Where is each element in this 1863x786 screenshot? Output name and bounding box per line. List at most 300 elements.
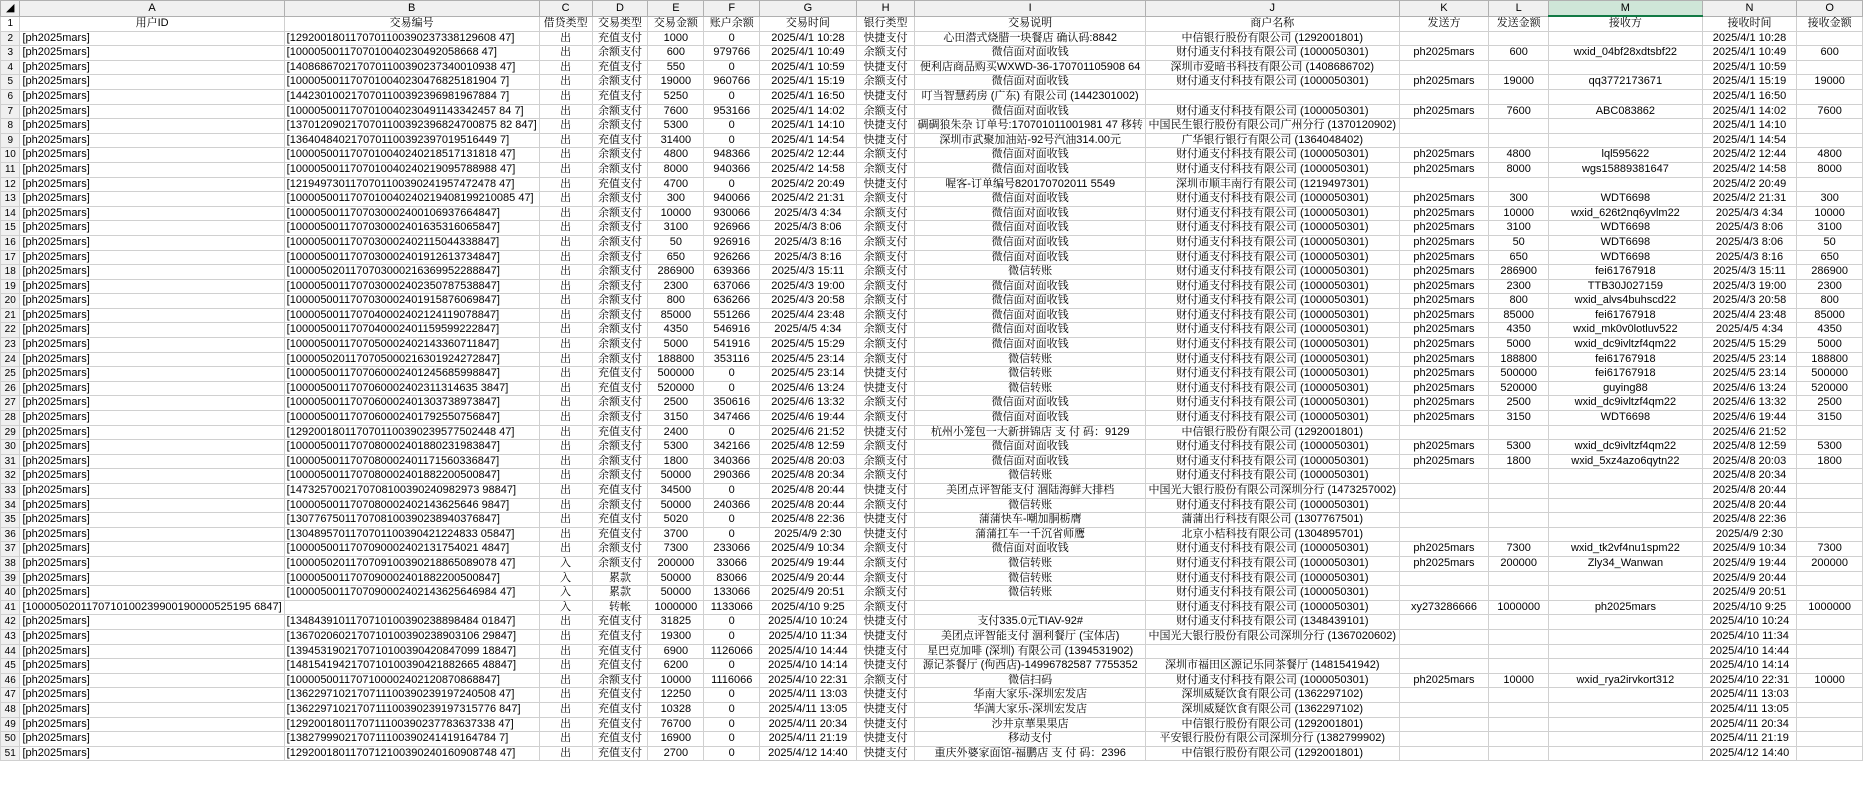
cell-h[interactable]: 快捷支付	[856, 527, 915, 542]
cell-n[interactable]: 2025/4/6 13:24	[1702, 381, 1797, 396]
cell-h[interactable]: 余额支付	[856, 206, 915, 221]
cell-n[interactable]: 2025/4/1 15:19	[1702, 75, 1797, 90]
cell-f[interactable]: 347466	[704, 411, 760, 426]
cell-c[interactable]: 出	[539, 498, 592, 513]
cell-l[interactable]: 2500	[1489, 396, 1549, 411]
cell-d[interactable]: 余额支付	[592, 279, 648, 294]
cell-l[interactable]	[1489, 586, 1549, 601]
cell-o[interactable]	[1797, 615, 1863, 630]
cell-o[interactable]	[1797, 586, 1863, 601]
cell-g[interactable]: 2025/4/2 21:31	[760, 192, 857, 207]
cell-m[interactable]	[1549, 484, 1703, 499]
row-number[interactable]: 24	[1, 352, 20, 367]
cell-h[interactable]: 余额支付	[856, 323, 915, 338]
cell-b[interactable]: [1000050011707030002400106937664847]	[284, 206, 539, 221]
cell-h[interactable]: 余额支付	[856, 250, 915, 265]
row-number[interactable]: 4	[1, 60, 20, 75]
cell-h[interactable]: 余额支付	[856, 498, 915, 513]
cell-d[interactable]: 余额支付	[592, 352, 648, 367]
cell-e[interactable]: 188800	[648, 352, 704, 367]
cell-n[interactable]: 2025/4/1 14:54	[1702, 133, 1797, 148]
cell-c[interactable]: 出	[539, 702, 592, 717]
cell-d[interactable]: 累款	[592, 571, 648, 586]
cell-c[interactable]: 出	[539, 148, 592, 163]
cell-n[interactable]: 2025/4/3 15:11	[1702, 265, 1797, 280]
cell-o[interactable]	[1797, 484, 1863, 499]
table-row[interactable]	[1, 702, 1863, 717]
cell-n[interactable]: 2025/4/11 20:34	[1702, 717, 1797, 732]
cell-g[interactable]: 2025/4/6 13:24	[760, 381, 857, 396]
cell-f[interactable]: 960766	[704, 75, 760, 90]
cell-j[interactable]: 深圳市爱暗书科技有限公司 (1408686702)	[1145, 60, 1399, 75]
cell-m[interactable]: WDT6698	[1549, 235, 1703, 250]
cell-n[interactable]: 2025/4/3 4:34	[1702, 206, 1797, 221]
cell-g[interactable]: 2025/4/10 14:14	[760, 659, 857, 674]
cell-l[interactable]: 800	[1489, 294, 1549, 309]
cell-b[interactable]: [1000050011707090002402143625646984 47]	[284, 586, 539, 601]
cell-k[interactable]: ph2025mars	[1399, 250, 1489, 265]
cell-n[interactable]: 2025/4/2 14:58	[1702, 162, 1797, 177]
header-cell[interactable]: 银行类型	[856, 16, 915, 31]
table-row[interactable]	[1, 615, 1863, 630]
cell-c[interactable]: 出	[539, 440, 592, 455]
cell-l[interactable]: 600	[1489, 46, 1549, 61]
cell-o[interactable]: 8000	[1797, 162, 1863, 177]
cell-o[interactable]: 800	[1797, 294, 1863, 309]
cell-f[interactable]: 926266	[704, 250, 760, 265]
cell-l[interactable]	[1489, 571, 1549, 586]
column-header-f[interactable]: F	[704, 1, 760, 17]
cell-l[interactable]	[1489, 89, 1549, 104]
cell-h[interactable]: 余额支付	[856, 279, 915, 294]
row-number[interactable]: 40	[1, 586, 20, 601]
cell-l[interactable]	[1489, 513, 1549, 528]
cell-g[interactable]: 2025/4/5 4:34	[760, 323, 857, 338]
cell-j[interactable]: 中信银行股份有限公司 (1292001801)	[1145, 31, 1399, 46]
cell-m[interactable]	[1549, 425, 1703, 440]
table-row[interactable]	[1, 746, 1863, 761]
cell-j[interactable]: 深圳市福田区源记乐同茶餐厅 (1481541942)	[1145, 659, 1399, 674]
cell-e[interactable]: 2400	[648, 425, 704, 440]
row-number[interactable]: 14	[1, 206, 20, 221]
cell-k[interactable]: ph2025mars	[1399, 279, 1489, 294]
cell-g[interactable]: 2025/4/11 21:19	[760, 732, 857, 747]
column-header-g[interactable]: G	[760, 1, 857, 17]
cell-a[interactable]: [ph2025mars]	[20, 250, 284, 265]
cell-a[interactable]: [ph2025mars]	[20, 411, 284, 426]
cell-n[interactable]: 2025/4/4 23:48	[1702, 308, 1797, 323]
table-row[interactable]	[1, 484, 1863, 499]
cell-d[interactable]: 充值支付	[592, 513, 648, 528]
cell-i[interactable]	[915, 600, 1145, 615]
cell-a[interactable]: [ph2025mars]	[20, 367, 284, 382]
cell-j[interactable]	[1145, 89, 1399, 104]
cell-i[interactable]: 微信面对面收钱	[915, 411, 1145, 426]
cell-n[interactable]: 2025/4/1 14:02	[1702, 104, 1797, 119]
cell-k[interactable]: ph2025mars	[1399, 367, 1489, 382]
cell-c[interactable]: 出	[539, 542, 592, 557]
cell-i[interactable]: 微信面对面收钱	[915, 440, 1145, 455]
cell-b[interactable]: [1000050011707060002401303738973847]	[284, 396, 539, 411]
cell-k[interactable]	[1399, 717, 1489, 732]
cell-k[interactable]	[1399, 469, 1489, 484]
cell-e[interactable]: 500000	[648, 367, 704, 382]
cell-d[interactable]: 充值支付	[592, 746, 648, 761]
cell-o[interactable]: 3100	[1797, 221, 1863, 236]
cell-i[interactable]: 微信面对面收钱	[915, 294, 1145, 309]
cell-m[interactable]	[1549, 527, 1703, 542]
cell-a[interactable]: [ph2025mars]	[20, 702, 284, 717]
table-row[interactable]	[1, 527, 1863, 542]
cell-d[interactable]: 转帐	[592, 600, 648, 615]
cell-m[interactable]	[1549, 688, 1703, 703]
cell-g[interactable]: 2025/4/8 20:34	[760, 469, 857, 484]
cell-b[interactable]: [1000050011707010040230476825181904 7]	[284, 75, 539, 90]
cell-a[interactable]: [ph2025mars]	[20, 484, 284, 499]
cell-g[interactable]: 2025/4/10 9:25	[760, 600, 857, 615]
cell-b[interactable]: [1000050011707050002402143360711847]	[284, 338, 539, 353]
row-number[interactable]: 9	[1, 133, 20, 148]
cell-k[interactable]	[1399, 119, 1489, 134]
row-number[interactable]: 23	[1, 338, 20, 353]
cell-d[interactable]: 余额支付	[592, 192, 648, 207]
cell-j[interactable]: 财付通支付科技有限公司 (1000050301)	[1145, 338, 1399, 353]
cell-c[interactable]: 出	[539, 162, 592, 177]
table-row[interactable]	[1, 31, 1863, 46]
cell-a[interactable]: [ph2025mars]	[20, 192, 284, 207]
cell-e[interactable]: 4800	[648, 148, 704, 163]
column-header-a[interactable]: A	[20, 1, 284, 17]
cell-n[interactable]: 2025/4/5 15:29	[1702, 338, 1797, 353]
cell-j[interactable]: 财付通支付科技有限公司 (1000050301)	[1145, 104, 1399, 119]
cell-d[interactable]: 余额支付	[592, 542, 648, 557]
cell-i[interactable]: 蒲蒲扛车一千沉省师鹰	[915, 527, 1145, 542]
cell-k[interactable]: ph2025mars	[1399, 454, 1489, 469]
cell-b[interactable]: [1481541942170710100390421882665 48847]	[284, 659, 539, 674]
cell-e[interactable]: 650	[648, 250, 704, 265]
cell-a[interactable]: [ph2025mars]	[20, 454, 284, 469]
cell-l[interactable]: 85000	[1489, 308, 1549, 323]
cell-b[interactable]: [1382799902170711100390241419164784 7]	[284, 732, 539, 747]
cell-a[interactable]: [ph2025mars]	[20, 206, 284, 221]
cell-k[interactable]	[1399, 498, 1489, 513]
cell-i[interactable]: 叮当智慧药房 (广东) 有限公司 (1442301002)	[915, 89, 1145, 104]
cell-j[interactable]: 财付通支付科技有限公司 (1000050301)	[1145, 571, 1399, 586]
cell-g[interactable]: 2025/4/1 10:28	[760, 31, 857, 46]
cell-l[interactable]	[1489, 133, 1549, 148]
cell-f[interactable]: 926966	[704, 221, 760, 236]
cell-m[interactable]: WDT6698	[1549, 192, 1703, 207]
table-row[interactable]	[1, 250, 1863, 265]
cell-k[interactable]	[1399, 89, 1489, 104]
cell-l[interactable]	[1489, 629, 1549, 644]
table-row[interactable]	[1, 235, 1863, 250]
cell-o[interactable]: 200000	[1797, 556, 1863, 571]
cell-k[interactable]: ph2025mars	[1399, 46, 1489, 61]
cell-f[interactable]: 0	[704, 615, 760, 630]
cell-d[interactable]: 充值支付	[592, 133, 648, 148]
row-number[interactable]: 16	[1, 235, 20, 250]
cell-a[interactable]: [ph2025mars]	[20, 586, 284, 601]
cell-a[interactable]: [ph2025mars]	[20, 221, 284, 236]
row-number[interactable]: 31	[1, 454, 20, 469]
cell-c[interactable]: 出	[539, 265, 592, 280]
cell-a[interactable]: [ph2025mars]	[20, 425, 284, 440]
header-cell[interactable]: 交易时间	[760, 16, 857, 31]
cell-j[interactable]: 中信银行股份有限公司 (1292001801)	[1145, 746, 1399, 761]
row-number[interactable]: 18	[1, 265, 20, 280]
cell-o[interactable]: 600	[1797, 46, 1863, 61]
cell-f[interactable]: 0	[704, 659, 760, 674]
cell-b[interactable]: [1292001801170712100390240160908748 47]	[284, 746, 539, 761]
row-number[interactable]: 11	[1, 162, 20, 177]
column-header-n[interactable]: N	[1702, 1, 1797, 17]
cell-j[interactable]: 财付通支付科技有限公司 (1000050301)	[1145, 396, 1399, 411]
cell-i[interactable]: 微信面对面收钱	[915, 192, 1145, 207]
cell-g[interactable]: 2025/4/3 8:16	[760, 235, 857, 250]
row-number[interactable]: 43	[1, 629, 20, 644]
cell-i[interactable]: 微信转账	[915, 586, 1145, 601]
table-row[interactable]	[1, 308, 1863, 323]
cell-m[interactable]: fei61767918	[1549, 367, 1703, 382]
cell-c[interactable]: 入	[539, 586, 592, 601]
select-all-corner[interactable]: ◢	[1, 1, 20, 17]
cell-e[interactable]: 6200	[648, 659, 704, 674]
cell-a[interactable]: [ph2025mars]	[20, 542, 284, 557]
cell-c[interactable]: 出	[539, 279, 592, 294]
cell-i[interactable]: 沙井京華果果店	[915, 717, 1145, 732]
cell-j[interactable]: 财付通支付科技有限公司 (1000050301)	[1145, 46, 1399, 61]
cell-i[interactable]: 华满大家乐-深圳宏发店	[915, 702, 1145, 717]
cell-k[interactable]	[1399, 60, 1489, 75]
cell-f[interactable]: 350616	[704, 396, 760, 411]
row-number[interactable]: 50	[1, 732, 20, 747]
cell-e[interactable]: 85000	[648, 308, 704, 323]
cell-a[interactable]: [1000050201170710100239900190000525195 6847]	[20, 600, 284, 615]
cell-j[interactable]: 财付通支付科技有限公司 (1000050301)	[1145, 279, 1399, 294]
cell-i[interactable]: 微信面对面收钱	[915, 104, 1145, 119]
cell-d[interactable]: 充值支付	[592, 60, 648, 75]
cell-n[interactable]: 2025/4/8 20:34	[1702, 469, 1797, 484]
cell-a[interactable]: [ph2025mars]	[20, 629, 284, 644]
cell-f[interactable]: 1126066	[704, 644, 760, 659]
cell-o[interactable]	[1797, 425, 1863, 440]
cell-n[interactable]: 2025/4/6 13:32	[1702, 396, 1797, 411]
cell-g[interactable]: 2025/4/10 22:31	[760, 673, 857, 688]
cell-n[interactable]: 2025/4/8 20:44	[1702, 484, 1797, 499]
header-cell[interactable]: 交易说明	[915, 16, 1145, 31]
cell-c[interactable]: 出	[539, 192, 592, 207]
cell-k[interactable]: ph2025mars	[1399, 75, 1489, 90]
column-header-b[interactable]: B	[284, 1, 539, 17]
cell-m[interactable]: wxid_dc9ivltzf4qm22	[1549, 338, 1703, 353]
cell-o[interactable]	[1797, 644, 1863, 659]
cell-b[interactable]: [1473257002170708100390240982973 98847]	[284, 484, 539, 499]
cell-k[interactable]	[1399, 133, 1489, 148]
cell-k[interactable]	[1399, 586, 1489, 601]
cell-c[interactable]: 出	[539, 133, 592, 148]
cell-h[interactable]: 余额支付	[856, 440, 915, 455]
header-cell[interactable]: 发送金额	[1489, 16, 1549, 31]
cell-g[interactable]: 2025/4/3 19:00	[760, 279, 857, 294]
cell-o[interactable]: 4350	[1797, 323, 1863, 338]
row-number[interactable]: 13	[1, 192, 20, 207]
table-row[interactable]	[1, 644, 1863, 659]
cell-l[interactable]	[1489, 484, 1549, 499]
cell-l[interactable]: 4800	[1489, 148, 1549, 163]
cell-n[interactable]: 2025/4/5 23:14	[1702, 367, 1797, 382]
cell-d[interactable]: 余额支付	[592, 265, 648, 280]
cell-e[interactable]: 200000	[648, 556, 704, 571]
cell-m[interactable]: qq3772173671	[1549, 75, 1703, 90]
cell-f[interactable]: 240366	[704, 498, 760, 513]
cell-n[interactable]: 2025/4/3 8:16	[1702, 250, 1797, 265]
cell-i[interactable]: 美团点评智能支付 涸利餐厅 (宝体店)	[915, 629, 1145, 644]
cell-m[interactable]	[1549, 732, 1703, 747]
header-cell[interactable]: 交易编号	[284, 16, 539, 31]
cell-i[interactable]: 微信转账	[915, 571, 1145, 586]
cell-k[interactable]: ph2025mars	[1399, 192, 1489, 207]
table-row[interactable]	[1, 162, 1863, 177]
cell-j[interactable]: 财付通支付科技有限公司 (1000050301)	[1145, 352, 1399, 367]
cell-e[interactable]: 5250	[648, 89, 704, 104]
cell-n[interactable]: 2025/4/8 20:44	[1702, 498, 1797, 513]
cell-m[interactable]	[1549, 133, 1703, 148]
cell-m[interactable]	[1549, 89, 1703, 104]
cell-g[interactable]: 2025/4/1 10:59	[760, 60, 857, 75]
cell-c[interactable]: 出	[539, 46, 592, 61]
cell-j[interactable]: 财付通支付科技有限公司 (1000050301)	[1145, 556, 1399, 571]
cell-e[interactable]: 800	[648, 294, 704, 309]
cell-n[interactable]: 2025/4/1 14:10	[1702, 119, 1797, 134]
cell-n[interactable]: 2025/4/10 9:25	[1702, 600, 1797, 615]
cell-m[interactable]: wxid_5xz4azo6qytn22	[1549, 454, 1703, 469]
cell-g[interactable]: 2025/4/6 19:44	[760, 411, 857, 426]
cell-b[interactable]: [1394531902170710100390420847099 18847]	[284, 644, 539, 659]
cell-j[interactable]: 财付通支付科技有限公司 (1000050301)	[1145, 162, 1399, 177]
cell-l[interactable]: 10000	[1489, 673, 1549, 688]
cell-e[interactable]: 7300	[648, 542, 704, 557]
cell-l[interactable]	[1489, 746, 1549, 761]
cell-b[interactable]: [1364048402170701100392397019516449 7]	[284, 133, 539, 148]
cell-o[interactable]	[1797, 659, 1863, 674]
row-number[interactable]: 5	[1, 75, 20, 90]
cell-c[interactable]: 出	[539, 323, 592, 338]
cell-f[interactable]: 546916	[704, 323, 760, 338]
cell-g[interactable]: 2025/4/2 12:44	[760, 148, 857, 163]
cell-g[interactable]: 2025/4/8 20:03	[760, 454, 857, 469]
cell-j[interactable]: 财付通支付科技有限公司 (1000050301)	[1145, 323, 1399, 338]
cell-h[interactable]: 余额支付	[856, 338, 915, 353]
cell-f[interactable]: 0	[704, 702, 760, 717]
cell-a[interactable]: [ph2025mars]	[20, 60, 284, 75]
cell-i[interactable]: 微信面对面收钱	[915, 454, 1145, 469]
header-cell[interactable]: 接收方	[1549, 16, 1703, 31]
table-row[interactable]	[1, 513, 1863, 528]
cell-g[interactable]: 2025/4/11 13:03	[760, 688, 857, 703]
cell-l[interactable]: 19000	[1489, 75, 1549, 90]
cell-h[interactable]: 余额支付	[856, 46, 915, 61]
cell-i[interactable]: 深圳市武聚加油站-92号汽油314.00元	[915, 133, 1145, 148]
cell-j[interactable]: 财付通支付科技有限公司 (1000050301)	[1145, 206, 1399, 221]
cell-h[interactable]: 快捷支付	[856, 688, 915, 703]
cell-n[interactable]: 2025/4/10 22:31	[1702, 673, 1797, 688]
cell-n[interactable]: 2025/4/10 14:44	[1702, 644, 1797, 659]
cell-k[interactable]: ph2025mars	[1399, 338, 1489, 353]
cell-b[interactable]: [1000050011707010040240219095788988 47]	[284, 162, 539, 177]
cell-k[interactable]: ph2025mars	[1399, 440, 1489, 455]
cell-h[interactable]: 余额支付	[856, 352, 915, 367]
header-cell[interactable]: 接收时间	[1702, 16, 1797, 31]
cell-h[interactable]: 余额支付	[856, 221, 915, 236]
table-row[interactable]	[1, 89, 1863, 104]
cell-c[interactable]: 出	[539, 294, 592, 309]
cell-n[interactable]: 2025/4/11 13:03	[1702, 688, 1797, 703]
cell-c[interactable]: 出	[539, 629, 592, 644]
cell-i[interactable]: 微信转账	[915, 381, 1145, 396]
cell-m[interactable]: wxid_04bf28xdtsbf22	[1549, 46, 1703, 61]
cell-b[interactable]: [1000050011707010040230492058668 47]	[284, 46, 539, 61]
cell-m[interactable]	[1549, 644, 1703, 659]
cell-d[interactable]: 充值支付	[592, 702, 648, 717]
cell-b[interactable]: [1304895701170701100390421224833 05847]	[284, 527, 539, 542]
row-number[interactable]: 41	[1, 600, 20, 615]
table-row[interactable]	[1, 717, 1863, 732]
cell-g[interactable]: 2025/4/5 23:14	[760, 367, 857, 382]
cell-e[interactable]: 5300	[648, 119, 704, 134]
row-number[interactable]: 51	[1, 746, 20, 761]
cell-o[interactable]: 7600	[1797, 104, 1863, 119]
cell-g[interactable]: 2025/4/3 15:11	[760, 265, 857, 280]
row-number[interactable]: 46	[1, 673, 20, 688]
cell-f[interactable]: 0	[704, 484, 760, 499]
cell-e[interactable]: 10000	[648, 206, 704, 221]
cell-m[interactable]: wxid_rya2irvkort312	[1549, 673, 1703, 688]
cell-h[interactable]: 余额支付	[856, 235, 915, 250]
table-row[interactable]	[1, 440, 1863, 455]
row-number[interactable]: 15	[1, 221, 20, 236]
table-row[interactable]	[1, 192, 1863, 207]
cell-l[interactable]: 200000	[1489, 556, 1549, 571]
cell-k[interactable]	[1399, 425, 1489, 440]
cell-f[interactable]: 930066	[704, 206, 760, 221]
table-row[interactable]	[1, 732, 1863, 747]
cell-i[interactable]: 美团点评智能支付 涸陆海鲜大排档	[915, 484, 1145, 499]
cell-f[interactable]: 290366	[704, 469, 760, 484]
cell-e[interactable]: 76700	[648, 717, 704, 732]
cell-d[interactable]: 余额支付	[592, 104, 648, 119]
cell-d[interactable]: 余额支付	[592, 454, 648, 469]
cell-f[interactable]: 0	[704, 629, 760, 644]
cell-f[interactable]: 0	[704, 688, 760, 703]
table-row[interactable]	[1, 469, 1863, 484]
cell-m[interactable]	[1549, 702, 1703, 717]
cell-m[interactable]: wxid_626t2nq6yvlm22	[1549, 206, 1703, 221]
cell-o[interactable]: 500000	[1797, 367, 1863, 382]
cell-a[interactable]: [ph2025mars]	[20, 323, 284, 338]
cell-o[interactable]: 19000	[1797, 75, 1863, 90]
cell-e[interactable]: 10000	[648, 673, 704, 688]
cell-k[interactable]	[1399, 746, 1489, 761]
cell-d[interactable]: 余额支付	[592, 411, 648, 426]
cell-j[interactable]: 财付通支付科技有限公司 (1000050301)	[1145, 542, 1399, 557]
cell-n[interactable]: 2025/4/9 10:34	[1702, 542, 1797, 557]
cell-d[interactable]: 余额支付	[592, 75, 648, 90]
cell-k[interactable]	[1399, 484, 1489, 499]
cell-b[interactable]: [1292001801170701100390239577502448 47]	[284, 425, 539, 440]
cell-g[interactable]: 2025/4/8 12:59	[760, 440, 857, 455]
cell-m[interactable]: fei61767918	[1549, 265, 1703, 280]
